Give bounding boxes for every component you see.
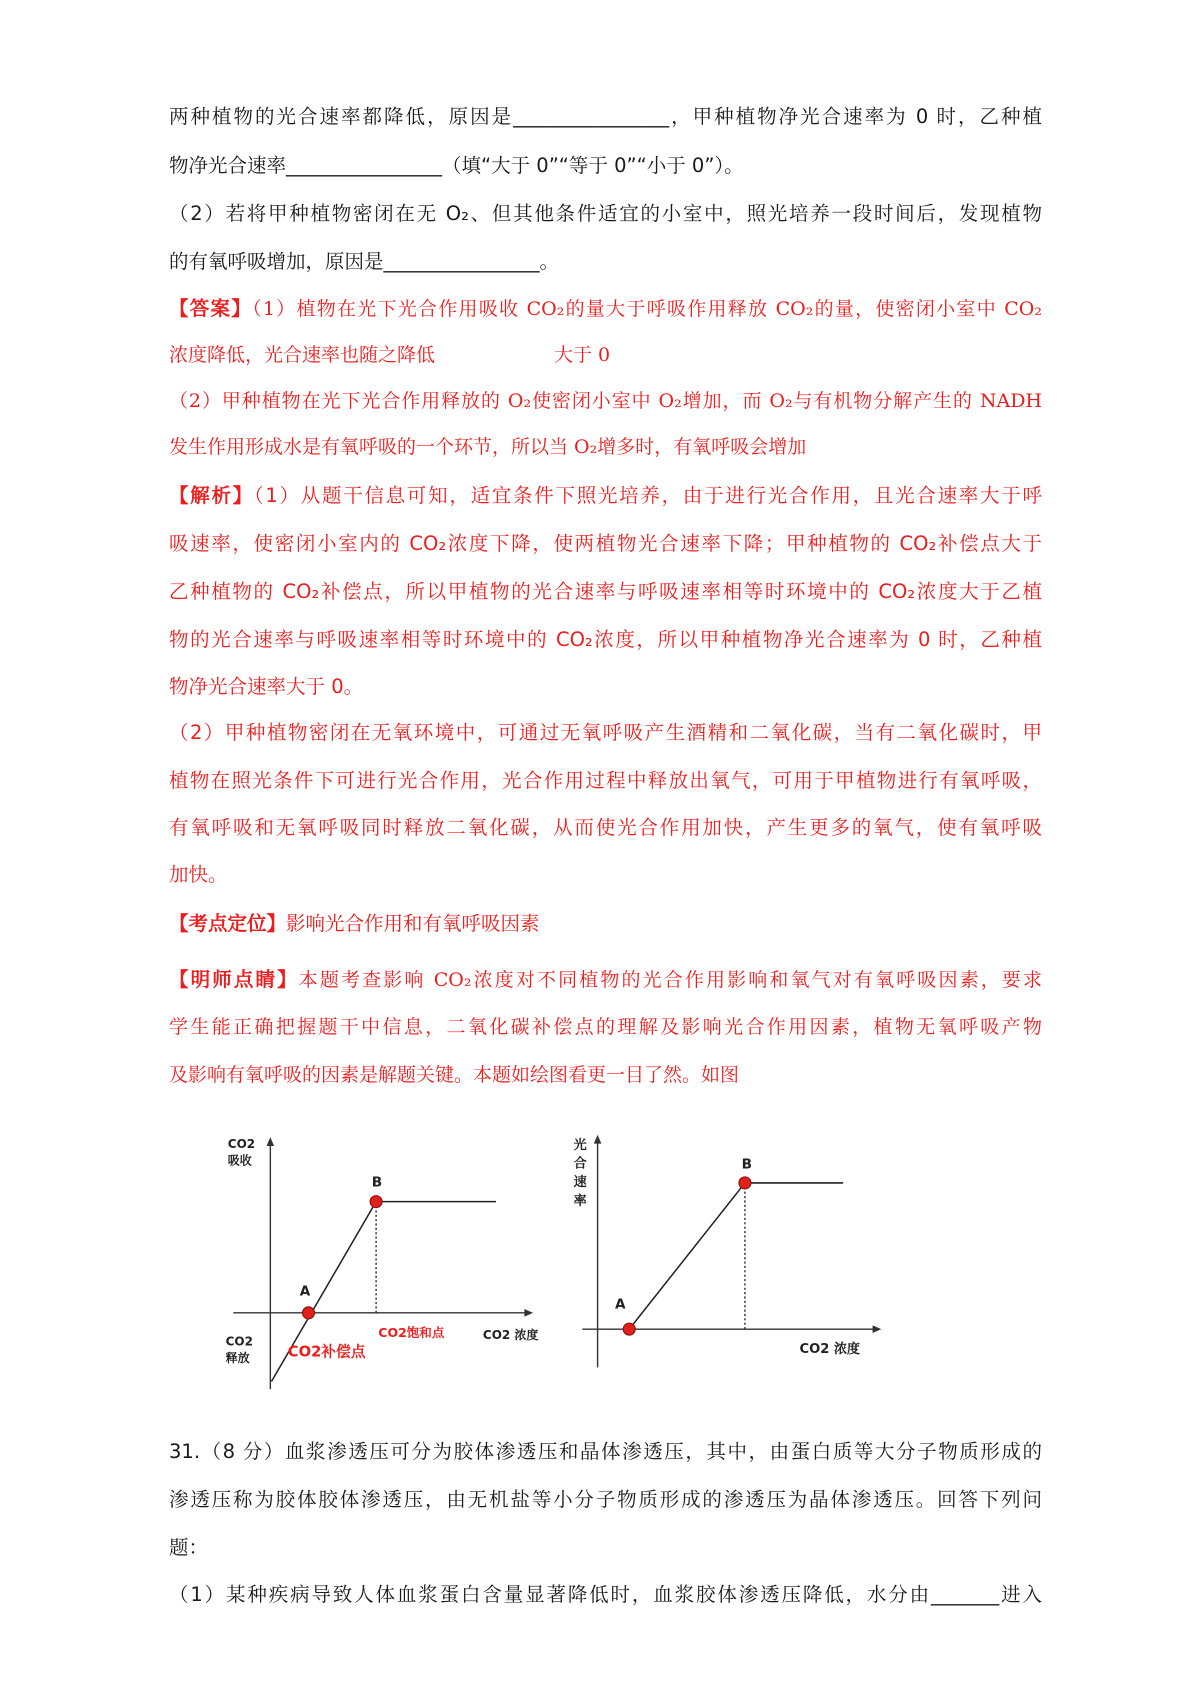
question-text-line	[169, 1438, 1042, 1466]
analysis-text: 吸速率，使密闭小室内的 CO₂浓度下降，使两植物光合速率下降；甲种植物的 CO₂补偿点大于	[169, 532, 1042, 555]
teacher-tip-text: 及影响有氧呼吸的因素是解题关键。本题如绘图看更一目了然。如图	[169, 1064, 740, 1086]
point-b-label: B	[741, 1156, 753, 1173]
y-axis-arrow	[594, 1135, 602, 1144]
analysis-text: 物的光合速率与呼吸速率相等时环境中的 CO₂浓度，所以甲种植物净光合速率为 0 时，乙种植	[169, 628, 1042, 651]
analysis-text: 物净光合速率大于 0。	[169, 675, 364, 698]
point-a-label: A	[615, 1296, 626, 1313]
analysis-text: 植物在照光条件下可进行光合作用，光合作用过程中释放出氧气，可用于甲植物进行有氧呼吸，	[169, 769, 1042, 792]
point-a-label: A	[299, 1283, 311, 1300]
y-top-label: CO2	[227, 1137, 256, 1152]
point-b-marker	[739, 1177, 751, 1189]
y-axis-label-char: 速	[573, 1175, 587, 1191]
point-a-marker	[623, 1323, 635, 1335]
analysis-line	[169, 719, 1042, 747]
question-text: 31.（8 分）血浆渗透压可分为胶体渗透压和晶体渗透压，其中，由蛋白质等大分子物质形成的	[169, 1440, 1042, 1463]
y-axis-label-char: 光	[573, 1138, 587, 1154]
teacher-tip-line	[169, 1061, 1042, 1089]
answer-text: 浓度降低，光合速率也随之降低	[169, 344, 436, 366]
y-bottom-label: CO2	[225, 1334, 253, 1349]
question-text: （1）某种疾病导致人体血浆蛋白含量显著降低时，血浆胶体渗透压降低，水分由_______进入	[169, 1583, 1042, 1606]
point-a-marker	[303, 1307, 315, 1319]
analysis-label: 【解析】	[169, 484, 254, 507]
figure-co2-absorption	[218, 1124, 556, 1397]
question-text: 题：	[169, 1536, 209, 1559]
answer-text: （1）植物在光下光合作用吸收 CO₂的量大于呼吸作用释放 CO₂的量，使密闭小室中 CO₂	[252, 298, 1042, 320]
teacher-tip-text: 本题考查影响 CO₂浓度对不同植物的光合作用影响和氧气对有氧呼吸因素，要求	[298, 969, 1042, 991]
curve-rising-segment	[629, 1183, 745, 1329]
analysis-line	[169, 578, 1042, 606]
analysis-line	[169, 673, 1042, 701]
figure-photosynthesis-rate	[567, 1124, 889, 1375]
compensation-point-label: CO2补偿点	[287, 1343, 366, 1361]
y-bottom-label: 释放	[225, 1350, 250, 1365]
teacher-tip-line	[169, 1013, 1042, 1041]
teacher-tip-line	[169, 966, 1042, 994]
answer-text: （2）甲种植物在光下光合作用释放的 O₂使密闭小室中 O₂增加，而 O₂与有机物分解产生的 NADH	[169, 390, 1042, 412]
point-b-label: B	[371, 1174, 383, 1191]
y-axis-arrow	[267, 1137, 275, 1146]
point-b-marker	[370, 1196, 382, 1208]
analysis-line	[169, 814, 1042, 842]
analysis-line	[169, 767, 1042, 795]
analysis-text: （2）甲种植物密闭在无氧环境中，可通过无氧呼吸产生酒精和二氧化碳，当有二氧化碳时，甲	[169, 721, 1042, 744]
analysis-line	[169, 482, 1042, 510]
analysis-text: 有氧呼吸和无氧呼吸同时释放二氧化碳，从而使光合作用加快，产生更多的氧气，使有氧呼吸	[169, 816, 1042, 839]
answer-second-blank: 大于 0	[554, 344, 611, 366]
question-text: 物净光合速率________________（填“大于 0”“等于 0”“小于 0”）。	[169, 154, 744, 177]
teacher-tip-text: 学生能正确把握题干中信息，二氧化碳补偿点的理解及影响光合作用因素，植物无氧呼吸产物	[169, 1016, 1042, 1038]
question-text-line	[169, 248, 1042, 276]
analysis-text: 乙种植物的 CO₂补偿点，所以甲植物的光合速率与呼吸速率相等时环境中的 CO₂浓度大于乙植	[169, 580, 1042, 603]
x-axis-label: CO2 浓度	[799, 1342, 861, 1358]
question-text: 两种植物的光合速率都降低，原因是________________，甲种植物净光合速率为 0 时，乙种植	[169, 105, 1042, 128]
question-text-line	[169, 1534, 1042, 1562]
analysis-text: 加快。	[169, 863, 228, 886]
analysis-line	[169, 626, 1042, 654]
analysis-line	[169, 530, 1042, 558]
key-point-text: 影响光合作用和有氧呼吸因素	[286, 912, 540, 935]
answer-line	[169, 295, 1042, 323]
saturation-point-label: CO2饱和点	[378, 1324, 445, 1340]
teacher-tip-label: 【明师点睛】	[169, 968, 299, 991]
question-text-line	[169, 1486, 1042, 1514]
question-text-line	[169, 200, 1042, 228]
answer-line	[169, 387, 1042, 415]
answer-line	[169, 433, 1042, 461]
x-axis-arrow	[873, 1325, 882, 1333]
key-point-label: 【考点定位】	[169, 912, 287, 935]
y-axis-label-char: 率	[573, 1193, 587, 1209]
answer-line	[169, 341, 1042, 369]
y-axis-label-char: 合	[573, 1156, 587, 1172]
answer-text: 发生作用形成水是有氧呼吸的一个环节，所以当 O₂增多时，有氧呼吸会增加	[169, 436, 807, 458]
question-text: 渗透压称为胶体胶体渗透压，由无机盐等小分子物质形成的渗透压为晶体渗透压。回答下列问	[169, 1488, 1042, 1511]
x-axis-label: CO2 浓度	[482, 1328, 539, 1343]
question-text: （2）若将甲种植物密闭在无 O₂、但其他条件适宜的小室中，照光培养一段时间后，发现植物	[169, 202, 1042, 225]
analysis-text: （1）从题干信息可知，适宜条件下照光培养，由于进行光合作用，且光合速率大于呼	[253, 484, 1042, 507]
answer-label: 【答案】	[169, 297, 253, 320]
question-text: 的有氧呼吸增加，原因是________________。	[169, 250, 560, 273]
question-text-line	[169, 103, 1042, 131]
question-text-line	[169, 152, 1042, 180]
analysis-line	[169, 861, 1042, 889]
key-point-line	[169, 910, 1042, 938]
x-axis-arrow	[524, 1309, 533, 1317]
y-top-label: 吸收	[227, 1153, 252, 1168]
question-text-line	[169, 1581, 1042, 1609]
